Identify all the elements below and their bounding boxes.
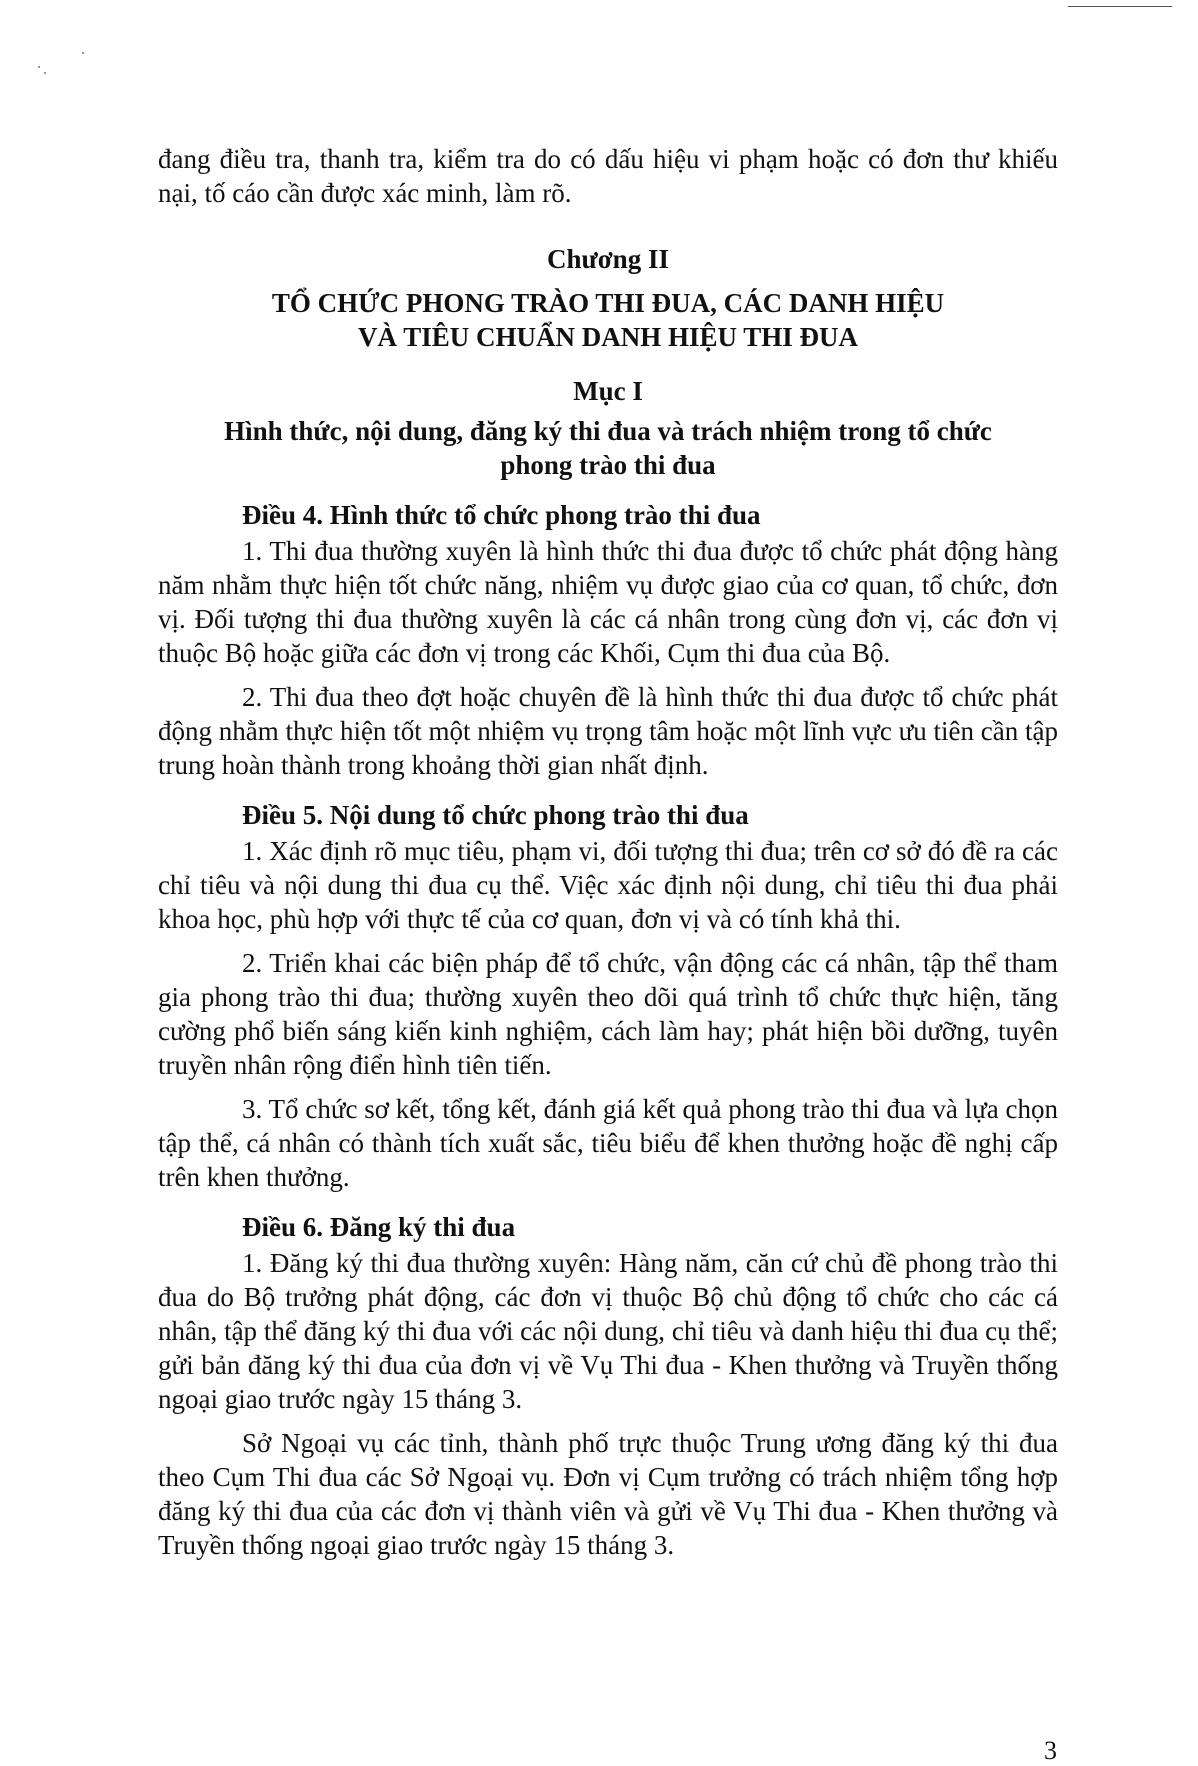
document-body [158,142,1058,1562]
section-title-line-1: Hình thức, nội dung, đăng ký thi đua và trách nhiệm trong tổ chức [224,416,992,446]
scan-speck [82,52,84,54]
article-6 [158,1210,1058,1562]
chapter-title-line-2: VÀ TIÊU CHUẨN DANH HIỆU THI ĐUA [357,322,859,352]
section-label: Mục I [573,376,643,406]
chapter-title-line-1: TỔ CHỨC PHONG TRÀO THI ĐUA, CÁC DANH HIỆU [271,288,945,318]
article-4 [158,498,1058,782]
article-paragraph: 2. Triển khai các biện pháp để tổ chức, vận động các cá nhân, tập thể tham gia phong trào thi đua; thường xuyên theo dõi quá trình tổ chức thực hiện, tăng cường phổ biến sáng kiến kinh nghiệm, cách làm hay; phát hiện bồi dưỡng, tuyên truyền nhân rộng điển hình tiên tiến. [158,948,1058,1080]
article-paragraph: 1. Thi đua thường xuyên là hình thức thi đua được tổ chức phát động hàng năm nhằm thực hiện tốt chức năng, nhiệm vụ được giao của cơ quan, tổ chức, đơn vị. Đối tượng thi đua thường xuyên là các cá nhân trong cùng đơn vị, các đơn vị thuộc Bộ hoặc giữa các đơn vị trong các Khối, Cụm thi đua của Bộ. [158,536,1058,668]
article-paragraph: 1. Xác định rõ mục tiêu, phạm vi, đối tượng thi đua; trên cơ sở đó đề ra các chỉ tiêu và nội dung thi đua cụ thể. Việc xác định nội dung, chỉ tiêu thi đua phải khoa học, phù hợp với thực tế của cơ quan, đơn vị và có tính khả thi. [158,836,1058,934]
section-title-line-2: phong trào thi đua [500,450,716,480]
article-paragraph: 1. Đăng ký thi đua thường xuyên: Hàng năm, căn cứ chủ đề phong trào thi đua do Bộ trưởng phát động, các đơn vị thuộc Bộ chủ động tổ chức cho các cá nhân, tập thể đăng ký thi đua với các nội dung, chỉ tiêu và danh hiệu thi đua cụ thể; gửi bản đăng ký thi đua của đơn vị về Vụ Thi đua - Khen thưởng và Truyền thống ngoại giao trước ngày 15 tháng 3. [158,1248,1058,1414]
chapter-heading [158,242,1058,354]
article-paragraph: 3. Tổ chức sơ kết, tổng kết, đánh giá kết quả phong trào thi đua và lựa chọn tập thể, cá nhân có thành tích xuất sắc, tiêu biểu để khen thưởng hoặc đề nghị cấp trên khen thưởng. [158,1094,1058,1192]
article-title: Điều 5. Nội dung tổ chức phong trào thi đua [242,800,749,830]
page-number: 3 [1044,1736,1057,1765]
scan-speck [38,66,40,68]
article-5 [158,798,1058,1194]
article-title: Điều 6. Đăng ký thi đua [242,1212,516,1242]
article-paragraph: 2. Thi đua theo đợt hoặc chuyên đề là hình thức thi đua được tổ chức phát động nhằm thực hiện tốt một nhiệm vụ trọng tâm hoặc một lĩnh vực ưu tiên cần tập trung hoàn thành trong khoảng thời gian nhất định. [158,682,1058,780]
intro-paragraph: đang điều tra, thanh tra, kiểm tra do có dấu hiệu vi phạm hoặc có đơn thư khiếu nại, tố cáo cần được xác minh, làm rõ. [158,144,1058,208]
article-paragraph: Sở Ngoại vụ các tỉnh, thành phố trực thuộc Trung ương đăng ký thi đua theo Cụm Thi đua các Sở Ngoại vụ. Đơn vị Cụm trưởng có trách nhiệm tổng hợp đăng ký thi đua của các đơn vị thành viên và gửi về Vụ Thi đua - Khen thưởng và Truyền thống ngoại giao trước ngày 15 tháng 3. [158,1428,1058,1560]
article-title: Điều 4. Hình thức tổ chức phong trào thi đua [242,500,761,530]
top-edge-line [1068,6,1172,7]
section-heading [158,374,1058,482]
scan-speck [44,72,46,74]
chapter-label: Chương II [547,244,669,274]
